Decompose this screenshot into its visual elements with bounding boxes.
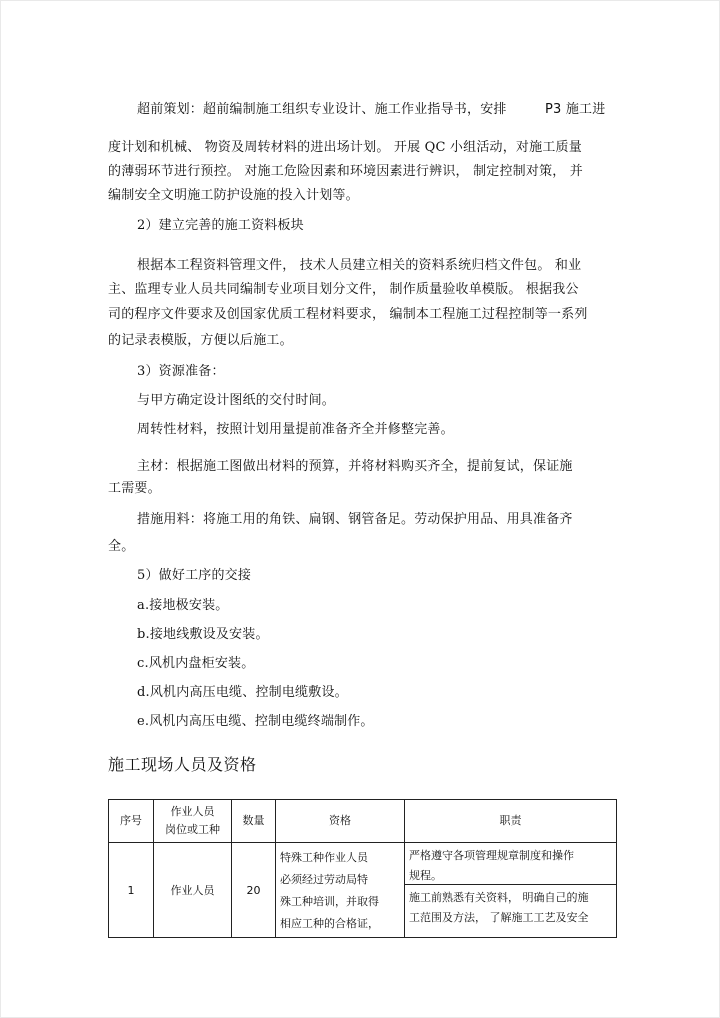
- duty-block-1: [405, 843, 616, 885]
- duty-line: 规程。: [409, 869, 442, 882]
- paragraph-2-line-2: 主、监理专业人员共同编制专业项目划分文件， 制作质量验收单模版。 根据我公: [108, 282, 579, 297]
- header-duty: 职责: [405, 800, 617, 843]
- qualification-line: 相应工种的合格证，: [280, 917, 379, 930]
- table-row: [109, 843, 617, 938]
- paragraph-3-line-3: 主材：根据施工图做出材料的预算，并将材料购买齐全，提前复试，保证施: [137, 459, 573, 474]
- header-count: 数量: [232, 800, 276, 843]
- list-item-d: d.风机内高压电缆、控制电缆敷设。: [137, 685, 348, 700]
- paragraph-2-line-3: 司的程序文件要求及创国家优质工程材料要求， 编制本工程施工过程控制等一系列: [108, 307, 588, 322]
- qualification-line: 殊工种培训，并取得: [280, 895, 379, 908]
- row-1-duty: [405, 843, 617, 938]
- row-1-count: 20: [232, 843, 276, 938]
- staff-qualification-table: [108, 799, 617, 938]
- paragraph-1-line-1-text: 超前策划：超前编制施工组织专业设计、施工作业指导书，安排: [137, 102, 507, 117]
- paragraph-3-line-2: 周转性材料，按照计划用量提前准备齐全并修整完善。: [137, 422, 454, 437]
- list-item-c: c.风机内盘柜安装。: [137, 656, 255, 671]
- list-item-b: b.接地线敷设及安装。: [137, 627, 269, 642]
- paragraph-3-line-4: 工需要。: [108, 481, 161, 496]
- duty-block-2: [405, 885, 616, 931]
- paragraph-2-line-4: 的记录表模版，方便以后施工。: [108, 333, 293, 348]
- header-role-line-1: 作业人员: [170, 805, 215, 818]
- heading-item-3: 3）资源准备：: [137, 364, 225, 379]
- list-item-e: e.风机内高压电缆、控制电缆终端制作。: [137, 714, 374, 729]
- paragraph-3-line-6: 全。: [108, 539, 135, 554]
- paragraph-3-line-5: 措施用料：将施工用的角铁、扁钢、钢管备足。劳动保护用品、用具准备齐: [137, 512, 573, 527]
- duty-line: 工范围及方法， 了解施工工艺及安全: [409, 911, 589, 924]
- header-role-line-2: 岗位或工种: [165, 823, 220, 836]
- paragraph-3-line-1: 与甲方确定设计图纸的交付时间。: [137, 393, 336, 408]
- duty-line: 施工前熟悉有关资料， 明确自己的施: [409, 891, 589, 904]
- paragraph-1-line-3: 的薄弱环节进行预控。 对施工危险因素和环境因素进行辨识， 制定控制对策， 并: [108, 164, 583, 179]
- duty-line: 严格遵守各项管理规章制度和操作: [409, 849, 574, 862]
- paragraph-1-line-4: 编制安全文明施工防护设施的投入计划等。: [108, 188, 359, 203]
- row-1-seq: 1: [109, 843, 154, 938]
- row-1-role: 作业人员: [154, 843, 232, 938]
- header-qualification: 资格: [276, 800, 405, 843]
- qualification-line: 必须经过劳动局特: [280, 873, 368, 886]
- header-seq: 序号: [109, 800, 154, 843]
- qualification-line: 特殊工种作业人员: [280, 851, 368, 864]
- paragraph-2-line-1: 根据本工程资料管理文件， 技术人员建立相关的资料系统归档文件包。 和业: [137, 258, 582, 273]
- header-role: [154, 800, 232, 843]
- paragraph-1-line-2: 度计划和机械、 物资及周转材料的进出场计划。 开展 QC 小组活动，对施工质量: [108, 140, 582, 155]
- list-item-a: a.接地极安装。: [137, 598, 229, 613]
- heading-item-2: 2）建立完善的施工资料板块: [137, 218, 304, 233]
- paragraph-1-line-1-tail: P3 施工进: [545, 102, 606, 117]
- section-title: 施工现场人员及资格: [108, 755, 257, 774]
- heading-item-5: 5）做好工序的交接: [137, 568, 252, 583]
- table-header-row: [109, 800, 617, 843]
- row-1-qualification: [276, 843, 405, 938]
- paragraph-1-line-1: [137, 98, 616, 117]
